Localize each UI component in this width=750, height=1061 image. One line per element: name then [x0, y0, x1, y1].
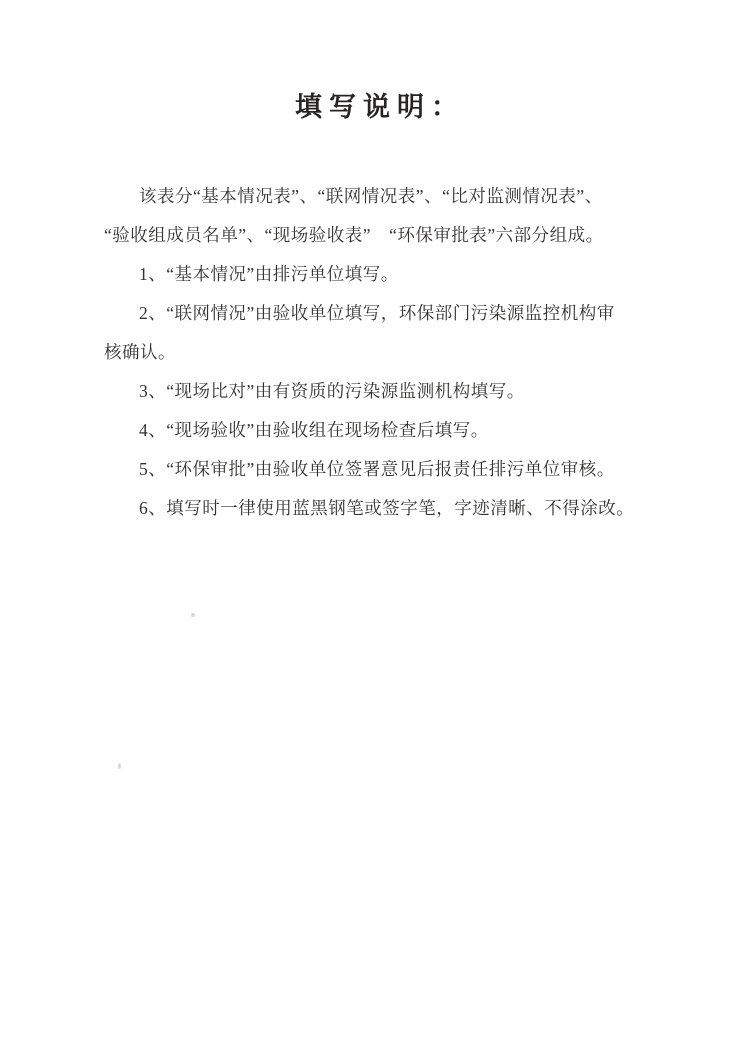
instruction-item-6: 6、填写时一律使用蓝黑钢笔或签字笔，字迹清晰、不得涂改。	[139, 498, 635, 518]
intro-line-2: “验收组成员名单”、“现场验收表” “环保审批表”六部分组成。	[104, 225, 604, 245]
page-title: 填写说明：	[295, 92, 465, 122]
instruction-item-2: 2、“联网情况”由验收单位填写，环保部门污染源监控机构审	[139, 303, 615, 323]
instruction-item-4: 4、“现场验收”由验收组在现场检查后填写。	[139, 420, 489, 440]
instruction-item-5: 5、“环保审批”由验收单位签署意见后报责任排污单位审核。	[139, 459, 615, 479]
instruction-item-2-continued: 核确认。	[104, 342, 176, 362]
scan-artifact-dot	[191, 613, 195, 617]
instructions-body	[104, 177, 662, 528]
intro-line-1: 该表分“基本情况表”、“联网情况表”、“比对监测情况表”、	[139, 186, 603, 206]
instruction-item-3: 3、“现场比对”由有资质的污染源监测机构填写。	[139, 381, 525, 401]
scan-artifact-dot	[118, 763, 121, 769]
instruction-item-1: 1、“基本情况”由排污单位填写。	[139, 264, 399, 284]
